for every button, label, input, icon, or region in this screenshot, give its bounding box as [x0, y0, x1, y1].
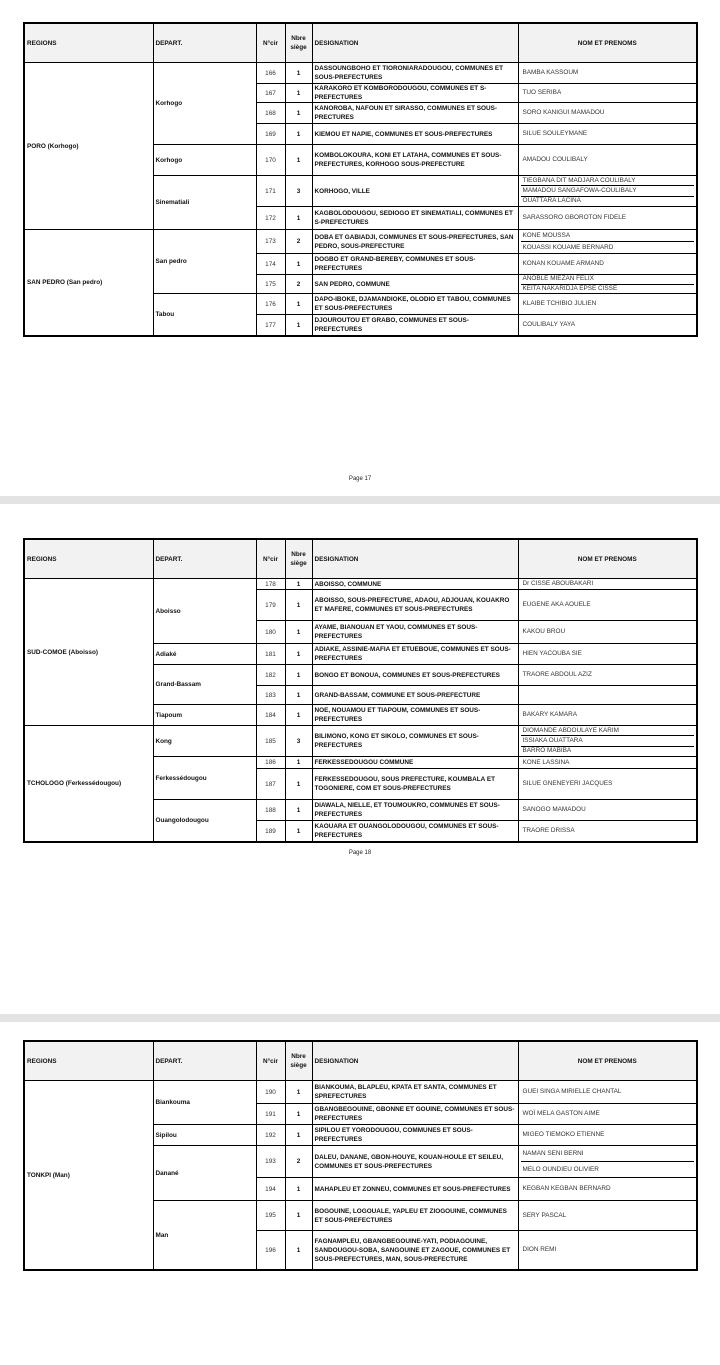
seat-count-cell: 1	[285, 315, 312, 337]
department-cell: Kong	[153, 726, 256, 757]
seat-count-cell: 1	[285, 103, 312, 124]
candidate-name: MELO OUNDIEU OLIVIER	[521, 1161, 695, 1177]
department-cell: Korhogo	[153, 145, 256, 176]
page-17	[0, 0, 720, 494]
candidate-name: BARRO MABIBA	[521, 746, 695, 756]
names-cell	[518, 579, 697, 590]
department-cell: Biankouma	[153, 1081, 256, 1125]
names-cell	[518, 124, 697, 145]
names-list	[521, 275, 695, 293]
region-cell: TCHOLOGO (Ferkessédougou)	[24, 726, 153, 843]
names-cell	[518, 254, 697, 275]
department-cell: Ferkessédougou	[153, 757, 256, 800]
header-seat-count-line1: Nbre	[291, 1053, 306, 1060]
header-circ-number: N°cir	[256, 539, 285, 579]
designation-cell: DASSOUNGBOHO ET TIORONIARADOUGOU, COMMUNES ET SOUS-PREFECTURES	[312, 63, 518, 84]
header-seat-count	[285, 539, 312, 579]
names-cell	[518, 1201, 697, 1231]
circ-number-cell: 192	[256, 1125, 285, 1146]
circ-number-cell: 176	[256, 294, 285, 315]
designation-cell: BILIMONO, KONG ET SIKOLO, COMMUNES ET SOUS-PREFECTURES	[312, 726, 518, 757]
names-cell	[518, 621, 697, 644]
seat-count-cell: 1	[285, 1125, 312, 1146]
seat-count-cell: 1	[285, 294, 312, 315]
names-list	[521, 1125, 695, 1145]
seat-count-cell: 1	[285, 644, 312, 665]
seat-count-cell: 1	[285, 124, 312, 145]
names-cell	[518, 1125, 697, 1146]
candidate-name: TUO SERIBA	[522, 89, 562, 96]
names-cell	[518, 1081, 697, 1104]
seat-count-cell: 1	[285, 145, 312, 176]
names-list	[521, 1146, 695, 1177]
candidate-name: EUGENE AKA AOUELE	[522, 601, 591, 608]
candidate-name: SANOGO MAMADOU	[522, 806, 586, 813]
designation-cell: DJOUROUTOU ET GRABO, COMMUNES ET SOUS-PREFECTURES	[312, 315, 518, 337]
names-list	[521, 621, 695, 643]
header-regions: REGIONS	[24, 539, 153, 579]
circ-number-cell: 185	[256, 726, 285, 757]
header-department: DEPART.	[153, 539, 256, 579]
names-list	[521, 84, 695, 102]
candidate-name: DION REMI	[522, 1246, 557, 1253]
designation-cell: BOGOUINE, LOGOUALE, YAPLEU ET ZIOGOUINE, COMMUNES ET SOUS-PREFECTURES	[312, 1201, 518, 1231]
designation-cell: MAHAPLEU ET ZONNEU, COMMUNES ET SOUS-PREFECTURES	[312, 1178, 518, 1201]
department-cell: Tiapoum	[153, 705, 256, 726]
names-list	[521, 726, 695, 756]
circ-number-cell: 193	[256, 1146, 285, 1178]
department-cell: Danané	[153, 1146, 256, 1201]
designation-cell: DAPO-IBOKE, DJAMANDIOKE, OLODIO ET TABOU, COMMUNES ET SOUS-PREFECTURES	[312, 294, 518, 315]
names-cell	[518, 230, 697, 254]
header-names: NOM ET PRENOMS	[518, 23, 697, 63]
seat-count-cell: 1	[285, 1178, 312, 1201]
department-cell: Adiaké	[153, 644, 256, 665]
designation-cell: KIEMOU ET NAPIE, COMMUNES ET SOUS-PREFECTURES	[312, 124, 518, 145]
header-seat-count-line2: siège	[290, 560, 307, 567]
seat-count-cell: 1	[285, 705, 312, 726]
department-cell: Korhogo	[153, 63, 256, 145]
designation-cell: KANOROBA, NAFOUN ET SIRASSO, COMMUNES ET SOUS-PRECTURES	[312, 103, 518, 124]
designation-cell: FAGNAMPLEU, GBANGBEGOUINE-YATI, PODIAGOUINE, SANDOUGOU-SOBA, SANGOUINE ET ZAGOUE, COMMUNES ET SOUS-PREFECTURES, MAN, SOUS-PREFECTURE	[312, 1231, 518, 1271]
names-list	[521, 230, 695, 253]
header-designation: DESIGNATION	[312, 539, 518, 579]
names-list	[521, 315, 695, 335]
seat-count-cell: 1	[285, 590, 312, 621]
circ-number-cell: 195	[256, 1201, 285, 1231]
candidate-name: SORO KANIGUI MAMADOU	[522, 109, 605, 116]
names-cell	[518, 644, 697, 665]
candidate-name: SARASSORO GBOROTON FIDELE	[522, 214, 627, 221]
candidate-name: BAMBA KASSOUM	[522, 69, 579, 76]
circ-number-cell: 196	[256, 1231, 285, 1271]
seat-count-cell: 1	[285, 207, 312, 230]
names-list	[521, 1104, 695, 1124]
names-cell	[518, 84, 697, 103]
designation-cell: DOGBO ET GRAND-BEREBY, COMMUNES ET SOUS-PREFECTURES	[312, 254, 518, 275]
circ-number-cell: 172	[256, 207, 285, 230]
department-cell: San pedro	[153, 230, 256, 294]
names-list	[521, 644, 695, 664]
designation-cell: KOMBOLOKOURA, KONI ET LATAHA, COMMUNES ET SOUS-PREFECTURES, KORHOGO SOUS-PREFECTURE	[312, 145, 518, 176]
circ-number-cell: 167	[256, 84, 285, 103]
circ-number-cell: 182	[256, 665, 285, 686]
candidate-name: Dr CISSE ABOUBAKARI	[522, 580, 594, 587]
circ-number-cell: 168	[256, 103, 285, 124]
circonscriptions-table	[23, 22, 698, 337]
designation-cell: ADIAKE, ASSINIE-MAFIA ET ETUEBOUE, COMMUNES ET SOUS-PREFECTURES	[312, 644, 518, 665]
names-list	[521, 103, 695, 123]
candidate-name: COULIBALY YAYA	[522, 321, 576, 328]
header-designation: DESIGNATION	[312, 1041, 518, 1081]
candidate-name: ANOBLE MIEZAN FELIX	[522, 275, 594, 283]
names-list	[521, 590, 695, 620]
department-cell: Grand-Bassam	[153, 665, 256, 705]
candidate-name: TRAORE ABDOUL AZIZ	[522, 671, 592, 678]
names-list	[521, 800, 695, 820]
designation-cell: KAOUARA ET OUANGOLODOUGOU, COMMUNES ET SOUS-PREFECTURES	[312, 821, 518, 843]
seat-count-cell: 1	[285, 84, 312, 103]
header-regions: REGIONS	[24, 1041, 153, 1081]
seat-count-cell: 1	[285, 1231, 312, 1271]
names-cell	[518, 176, 697, 207]
table-row	[24, 726, 697, 757]
names-cell	[518, 705, 697, 726]
candidate-name: KEITA NAKARIDJA EPSE CISSE	[521, 284, 695, 294]
names-cell	[518, 686, 697, 705]
seat-count-cell: 1	[285, 1201, 312, 1231]
names-cell	[518, 821, 697, 843]
names-cell	[518, 145, 697, 176]
designation-cell: GBANGBEGOUINE, GBONNE ET GOUINE, COMMUNES ET SOUS-PREFECTURES	[312, 1104, 518, 1125]
header-row	[24, 23, 697, 63]
seat-count-cell: 3	[285, 726, 312, 757]
names-list	[521, 207, 695, 229]
names-cell	[518, 769, 697, 800]
header-names: NOM ET PRENOMS	[518, 539, 697, 579]
circ-number-cell: 189	[256, 821, 285, 843]
page-19	[0, 1022, 720, 1365]
header-circ-number: N°cir	[256, 23, 285, 63]
department-cell: Man	[153, 1201, 256, 1271]
circ-number-cell: 173	[256, 230, 285, 254]
candidate-name: AMADOU COULIBALY	[522, 156, 588, 163]
circ-number-cell: 191	[256, 1104, 285, 1125]
seat-count-cell: 1	[285, 63, 312, 84]
designation-cell: KORHOGO, VILLE	[312, 176, 518, 207]
names-cell	[518, 726, 697, 757]
candidate-name: TRAORE DRISSA	[522, 827, 575, 834]
designation-cell: SIPILOU ET YORODOUGOU, COMMUNES ET SOUS-PREFECTURES	[312, 1125, 518, 1146]
names-list	[521, 705, 695, 725]
names-cell	[518, 315, 697, 337]
seat-count-cell: 1	[285, 769, 312, 800]
seat-count-cell: 1	[285, 579, 312, 590]
circ-number-cell: 178	[256, 579, 285, 590]
circ-number-cell: 190	[256, 1081, 285, 1104]
candidate-name: KOUASSI KOUAME BERNARD	[521, 241, 695, 253]
page-separator	[0, 1014, 720, 1022]
names-list	[521, 145, 695, 175]
names-cell	[518, 1104, 697, 1125]
names-list	[521, 769, 695, 799]
designation-cell: DALEU, DANANE, GBON-HOUYE, KOUAN-HOULE ET SEILEU, COMMUNES ET SOUS-PREFECTURES	[312, 1146, 518, 1178]
circ-number-cell: 186	[256, 757, 285, 769]
candidate-name: WOÏ MELA GASTON AIME	[522, 1110, 600, 1117]
candidate-name	[521, 686, 695, 704]
names-list	[521, 686, 695, 704]
names-list	[521, 63, 695, 83]
table-row	[24, 1081, 697, 1104]
seat-count-cell: 1	[285, 686, 312, 705]
names-cell	[518, 590, 697, 621]
candidate-name: BAKARY KAMARA	[522, 711, 577, 718]
circ-number-cell: 166	[256, 63, 285, 84]
names-list	[521, 579, 695, 589]
seat-count-cell: 1	[285, 1081, 312, 1104]
candidate-name: SERY PASCAL	[522, 1211, 567, 1219]
candidate-name: MAMADOU SANGAFOWA-COULIBALY	[521, 185, 695, 195]
names-cell	[518, 757, 697, 769]
candidate-name: NAMAN SENI BERNI	[522, 1149, 584, 1157]
header-designation: DESIGNATION	[312, 23, 518, 63]
department-cell: Sipilou	[153, 1125, 256, 1146]
names-list	[521, 294, 695, 314]
circ-number-cell: 179	[256, 590, 285, 621]
circ-number-cell: 183	[256, 686, 285, 705]
candidate-name: KLAIBE TCHIBIO JULIEN	[522, 300, 597, 307]
circ-number-cell: 181	[256, 644, 285, 665]
names-cell	[518, 800, 697, 821]
page-18	[0, 504, 720, 952]
candidate-name: DIOMANDE ABDOULAYE KARIM	[522, 726, 619, 734]
names-list	[521, 254, 695, 274]
candidate-name: SILUE SOULEYMANE	[522, 130, 588, 137]
names-list	[521, 124, 695, 144]
circ-number-cell: 174	[256, 254, 285, 275]
circ-number-cell: 177	[256, 315, 285, 337]
header-names: NOM ET PRENOMS	[518, 1041, 697, 1081]
header-row	[24, 1041, 697, 1081]
names-list	[521, 1201, 695, 1230]
seat-count-cell: 3	[285, 176, 312, 207]
designation-cell: BIANKOUMA, BLAPLEU, KPATA ET SANTA, COMMUNES ET SPREFECTURES	[312, 1081, 518, 1104]
circ-number-cell: 170	[256, 145, 285, 176]
candidate-name: KEGBAN KEGBAN BERNARD	[522, 1185, 611, 1192]
seat-count-cell: 1	[285, 821, 312, 843]
designation-cell: FERKESSEDOUGOU COMMUNE	[312, 757, 518, 769]
region-cell: PORO (Korhogo)	[24, 63, 153, 230]
circ-number-cell: 169	[256, 124, 285, 145]
seat-count-cell: 1	[285, 800, 312, 821]
designation-cell: KARAKORO ET KOMBORODOUGOU, COMMUNES ET S-PREFECTURES	[312, 84, 518, 103]
names-cell	[518, 1146, 697, 1178]
names-cell	[518, 1178, 697, 1201]
header-seat-count-line1: Nbre	[291, 35, 306, 42]
names-cell	[518, 294, 697, 315]
seat-count-cell: 2	[285, 1146, 312, 1178]
circ-number-cell: 188	[256, 800, 285, 821]
department-cell: Aboisso	[153, 579, 256, 644]
designation-cell: ABOISSO, SOUS-PREFECTURE, ADAOU, ADJOUAN, KOUAKRO ET MAFERE, COMMUNES ET SOUS-PREFECTURES	[312, 590, 518, 621]
names-cell	[518, 63, 697, 84]
circ-number-cell: 194	[256, 1178, 285, 1201]
candidate-name: SILUE GNENEYERI JACQUES	[522, 780, 613, 787]
candidate-name: OUATTARA LACINA	[521, 196, 695, 206]
candidate-name: KAKOU BROU	[522, 628, 566, 635]
designation-cell: NOE, NOUAMOU ET TIAPOUM, COMMUNES ET SOUS-PREFECTURES	[312, 705, 518, 726]
seat-count-cell: 2	[285, 230, 312, 254]
header-row	[24, 539, 697, 579]
header-regions: REGIONS	[24, 23, 153, 63]
region-cell: SUD-COMOE (Aboisso)	[24, 579, 153, 726]
region-cell: TONKPI (Man)	[24, 1081, 153, 1271]
seat-count-cell: 1	[285, 621, 312, 644]
table-row	[24, 63, 697, 84]
seat-count-cell: 1	[285, 1104, 312, 1125]
department-cell: Ouangolodougou	[153, 800, 256, 843]
names-list	[521, 821, 695, 841]
names-list	[521, 1081, 695, 1103]
candidate-name: HIEN YACOUBA SIE	[522, 650, 582, 657]
names-cell	[518, 665, 697, 686]
candidate-name: KONE MOUSSA	[522, 231, 571, 239]
page-number: Page 17	[348, 476, 372, 482]
candidate-name: GUEI SINGA MIRIELLE CHANTAL	[522, 1088, 622, 1095]
circ-number-cell: 187	[256, 769, 285, 800]
designation-cell: KAGBOLODOUGOU, SEDIOGO ET SINEMATIALI, COMMUNES ET S-PREFECTURES	[312, 207, 518, 230]
names-cell	[518, 1231, 697, 1271]
page-separator	[0, 496, 720, 504]
circ-number-cell: 184	[256, 705, 285, 726]
header-seat-count-line2: siège	[290, 1062, 307, 1069]
names-list	[521, 757, 695, 768]
seat-count-cell: 1	[285, 254, 312, 275]
seat-count-cell: 2	[285, 275, 312, 294]
department-cell: Sinematiali	[153, 176, 256, 230]
circonscriptions-table	[23, 1040, 698, 1271]
designation-cell: AYAME, BIANOUAN ET YAOU, COMMUNES ET SOUS-PREFECTURES	[312, 621, 518, 644]
names-cell	[518, 207, 697, 230]
names-list	[521, 1178, 695, 1200]
circ-number-cell: 175	[256, 275, 285, 294]
names-list	[521, 665, 695, 685]
table-row	[24, 230, 697, 254]
candidate-name: KONE LASSINA	[522, 758, 570, 766]
header-seat-count-line2: siège	[290, 44, 307, 51]
designation-cell: BONGO ET BONOUA, COMMUNES ET SOUS-PREFECTURES	[312, 665, 518, 686]
header-circ-number: N°cir	[256, 1041, 285, 1081]
names-cell	[518, 103, 697, 124]
circ-number-cell: 171	[256, 176, 285, 207]
header-department: DEPART.	[153, 1041, 256, 1081]
region-cell: SAN PEDRO (San pedro)	[24, 230, 153, 337]
names-list	[521, 1231, 695, 1269]
seat-count-cell: 1	[285, 757, 312, 769]
table-row	[24, 579, 697, 590]
candidate-name: MIGEO TIEMOKO ETIENNE	[522, 1131, 605, 1138]
header-seat-count	[285, 23, 312, 63]
designation-cell: DOBA ET GABIADJI, COMMUNES ET SOUS-PREFECTURES, SAN PEDRO, SOUS-PREFECTURE	[312, 230, 518, 254]
seat-count-cell: 1	[285, 665, 312, 686]
circonscriptions-table	[23, 538, 698, 843]
header-seat-count	[285, 1041, 312, 1081]
designation-cell: FERKESSEDOUGOU, SOUS PREFECTURE, KOUMBALA ET TOGONIERE, COM ET SOUS-PREFECTURES	[312, 769, 518, 800]
candidate-name: KONAN KOUAME ARMAND	[522, 260, 604, 267]
candidate-name: TIEGBANA DIT MADJARA COULIBALY	[522, 176, 636, 184]
header-department: DEPART.	[153, 23, 256, 63]
designation-cell: DIAWALA, NIELLE, ET TOUMOUKRO, COMMUNES ET SOUS-PREFECTURES	[312, 800, 518, 821]
designation-cell: ABOISSO, COMMUNE	[312, 579, 518, 590]
page-number: Page 18	[348, 850, 372, 856]
designation-cell: GRAND-BASSAM, COMMUNE ET SOUS-PREFECTURE	[312, 686, 518, 705]
names-list	[521, 176, 695, 206]
header-seat-count-line1: Nbre	[291, 551, 306, 558]
names-cell	[518, 275, 697, 294]
circ-number-cell: 180	[256, 621, 285, 644]
candidate-name: ISSIAKA OUATTARA	[521, 735, 695, 745]
department-cell: Tabou	[153, 294, 256, 337]
designation-cell: SAN PEDRO, COMMUNE	[312, 275, 518, 294]
